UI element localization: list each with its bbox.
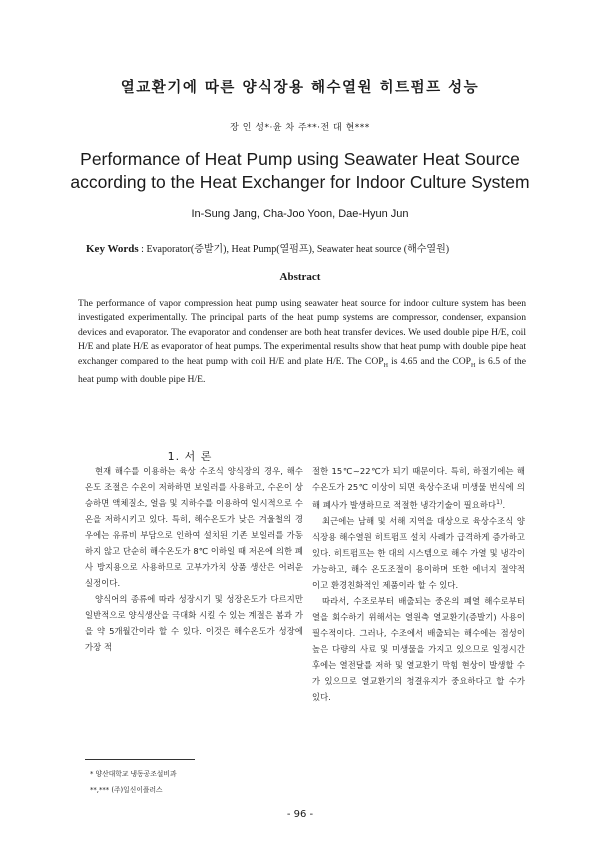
- english-title: [0, 148, 600, 194]
- abstract-text: The performance of vapor compression heat pump using seawater heat source for indoor culture system has been investigated experimentally. The principal parts of the heat pump systems are compressor, condenser, expansion devices and evaporator. The evaporator and condenser are both heat transfer devices. We used double pipe H/E, coil H/E and plate H/E as evaporator of heat pumps. The experimental results show that heat pump with double pipe heat exchanger compared to the heat pump with coil H/E and plate H/E. The COP: [78, 298, 526, 367]
- footnote: * 양산대학교 냉동공조설비과: [90, 770, 177, 778]
- korean-authors: 장 인 성*·윤 차 주**·전 대 현***: [230, 123, 370, 133]
- paragraph-text: 절한 15℃~22℃가 되기 때문이다. 특히, 하절기에는 해수온도가 25℃ 이상이 되면 육상수조내 미생물 번식에 의해 폐사가 발생하므로 적절한 냉각기술이 필요하다: [312, 466, 525, 510]
- english-authors: In-Sung Jang, Cha-Joo Yoon, Dae-Hyun Jun: [191, 208, 409, 220]
- paragraph: 따라서, 수조로부터 배출되는 중온의 폐열 해수로부터 열을 회수하기 위해서는 열원측 열교환기(증발기) 사용이 필수적이다. 그러나, 수조에서 배출되는 해수에는 점성이 높은 다량의 사료 및 미생물을 가지고 있으므로 일정시간 후에는 열전달를 저하 및 열교환기 막힘 현상이 발생할 수가 있으므로 열교환기의 청결유지가 중요하다고 할 수가 있다.: [312, 595, 525, 702]
- abstract-body: [78, 297, 526, 387]
- section-heading-introduction: 1. 서 론: [167, 450, 213, 463]
- cop-subscript: H: [383, 362, 388, 369]
- page-number: - 96 -: [286, 809, 314, 820]
- paragraph: [312, 463, 525, 513]
- paragraph-text: .: [502, 499, 506, 510]
- english-title-line-2: according to the Heat Exchanger for Indoor Culture System: [70, 172, 530, 192]
- cop-subscript: H: [471, 362, 476, 369]
- paragraph: 현재 해수를 이용하는 육상 수조식 양식장의 경우, 해수온도 조절은 수온이 저하하면 보일러를 사용하고, 수온이 상승하면 액체질소, 얼음 및 지하수를 이용하여 일시적으로 수온을 저하시키고 있다. 특히, 해수온도가 낮은 겨울철의 경우에는 유류비 부담으로 인하여 설치된 기존 보일러를 가동하지 않고 단순히 해수온도가 8℃ 이하일 때 저온에 의한 폐사 방지용으로 사용하므로 고부가가치 상품 생산은 어려운 실정이다.: [85, 466, 303, 588]
- abstract-text: is 4.65 and the COP: [387, 355, 472, 367]
- left-column: [85, 463, 303, 655]
- paragraph: 양식어의 종류에 따라 성장시기 및 성장온도가 다르지만 일반적으로 양식생산을 극대화 시킬 수 있는 계절은 봄과 가을 약 5개월간이라 할 수 있다. 이것은 해수온도가 성장에 가장 적: [85, 594, 303, 652]
- paragraph: 최근에는 남해 및 서해 지역을 대상으로 육상수조식 양식장용 해수열원 히트펌프 설치 사례가 급격하게 증가하고 있다. 히트펌프는 한 대의 시스템으로 해수 가열 및 냉각이 가능하고, 해수 온도조절이 용이하며 또한 에너지 절약적이고 환경친화적인 제품이라 할 수 있다.: [312, 515, 525, 590]
- footnotes: [90, 766, 300, 798]
- footnote: **,*** (주)일신이플러스: [90, 786, 163, 794]
- english-title-line-1: Performance of Heat Pump using Seawater Heat Source: [80, 149, 520, 169]
- korean-title: 열교환기에 따른 양식장용 해수열원 히트펌프 성능: [120, 80, 480, 96]
- right-column: [312, 463, 525, 705]
- reference-marker: 1): [496, 499, 503, 506]
- keywords-label: Key Words: [86, 243, 139, 255]
- abstract-heading: Abstract: [279, 271, 321, 283]
- footnote-divider: [85, 759, 195, 760]
- keywords-text: : Evaporator(증발기), Heat Pump(열펌프), Seawater heat source (해수열원): [141, 244, 450, 255]
- abstract-text: is 6.5 of the heat pump with double pipe H/E.: [78, 355, 526, 385]
- keywords: [86, 240, 546, 255]
